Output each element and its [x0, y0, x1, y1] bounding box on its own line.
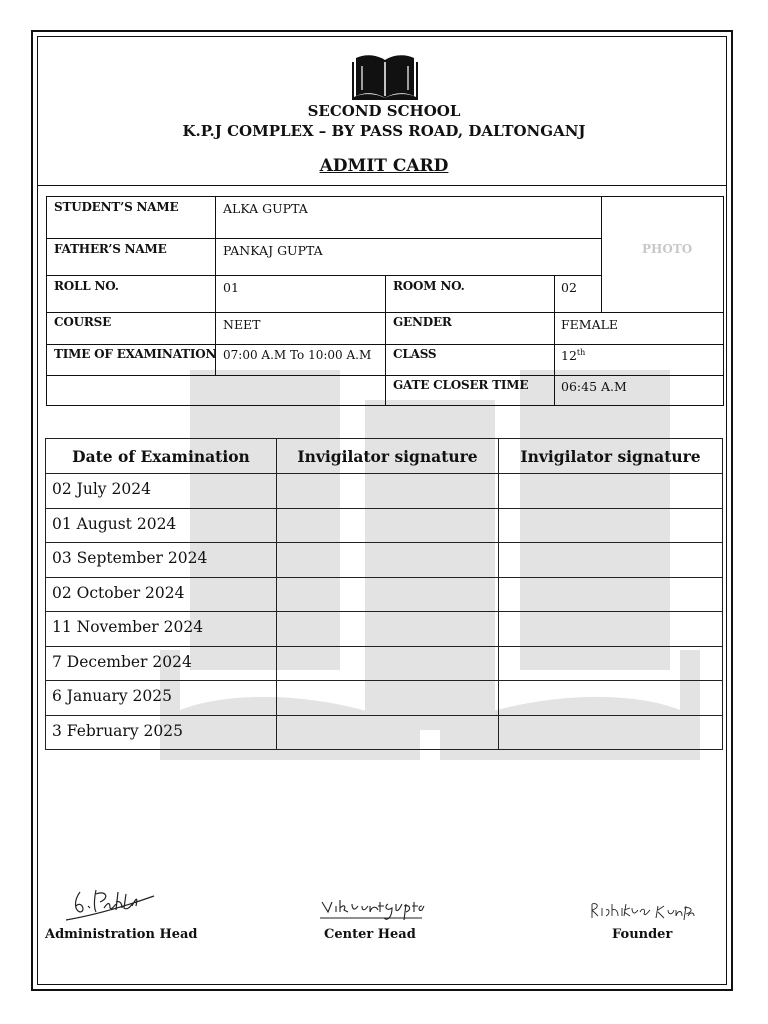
invigilator-signature-cell-1[interactable]: [277, 577, 499, 612]
exam-date-cell: 02 July 2024: [46, 474, 277, 509]
center-head-title: Center Head: [324, 927, 416, 942]
invigilator-signature-cell-1[interactable]: [277, 474, 499, 509]
father-name-label: FATHER’S NAME: [54, 242, 167, 256]
exam-date-cell: 01 August 2024: [46, 508, 277, 543]
table-row: [46, 612, 723, 647]
invigilator-signature-cell-2[interactable]: [499, 681, 723, 716]
exam-date-cell: 6 January 2025: [46, 681, 277, 716]
gender-value: FEMALE: [561, 317, 619, 332]
header-divider: [37, 185, 727, 186]
invigilator-signature-cell-2[interactable]: [499, 577, 723, 612]
exam-schedule-table: [45, 438, 723, 750]
table-header-row: [46, 439, 723, 474]
blank-cell: [46, 375, 386, 406]
invigilator-signature-cell-1[interactable]: [277, 646, 499, 681]
table-row: [46, 715, 723, 750]
roll-value-cell: [215, 275, 386, 313]
invigilator-signature-cell-1[interactable]: [277, 543, 499, 578]
founder-signature: [588, 898, 698, 926]
invigilator-signature-cell-1[interactable]: [277, 508, 499, 543]
class-label: CLASS: [393, 347, 437, 361]
exam-date-cell: 7 December 2024: [46, 646, 277, 681]
gate-value: 06:45 A.M: [561, 379, 627, 394]
open-book-icon: [352, 52, 418, 100]
admin-head-title: Administration Head: [45, 927, 198, 942]
admin-signature: [60, 886, 160, 926]
table-row: [46, 508, 723, 543]
exam-date-cell: 03 September 2024: [46, 543, 277, 578]
invigilator-signature-cell-2[interactable]: [499, 543, 723, 578]
invigilator-signature-cell-2[interactable]: [499, 646, 723, 681]
course-value: NEET: [223, 317, 261, 332]
header-invigilator-2: Invigilator signature: [499, 439, 723, 474]
school-address: K.P.J COMPLEX – BY PASS ROAD, DALTONGANJ: [182, 122, 586, 140]
school-name: SECOND SCHOOL: [307, 102, 461, 120]
room-value: 02: [561, 280, 577, 295]
invigilator-signature-cell-2[interactable]: [499, 474, 723, 509]
class-value: [561, 348, 585, 363]
table-row: [46, 646, 723, 681]
class-number: 12: [561, 348, 577, 364]
invigilator-signature-cell-2[interactable]: [499, 612, 723, 647]
roll-label: ROLL NO.: [54, 279, 119, 293]
invigilator-signature-cell-2[interactable]: [499, 715, 723, 750]
photo-placeholder: PHOTO: [642, 242, 693, 256]
table-row: [46, 681, 723, 716]
table-row: [46, 474, 723, 509]
header-invigilator-1: Invigilator signature: [277, 439, 499, 474]
class-suffix: th: [576, 348, 586, 357]
table-row: [46, 577, 723, 612]
student-name-label: STUDENT’S NAME: [54, 200, 179, 214]
header-date: Date of Examination: [46, 439, 277, 474]
time-value: 07:00 A.M To 10:00 A.M: [223, 348, 372, 362]
course-label: COURSE: [54, 315, 112, 329]
exam-date-cell: 11 November 2024: [46, 612, 277, 647]
center-signature: [318, 896, 428, 926]
page-title: ADMIT CARD: [319, 156, 449, 176]
roll-value: 01: [223, 280, 239, 295]
time-label: TIME OF EXAMINATION: [54, 347, 217, 361]
invigilator-signature-cell-1[interactable]: [277, 681, 499, 716]
gender-label: GENDER: [393, 315, 452, 329]
father-name-value: PANKAJ GUPTA: [223, 243, 323, 258]
invigilator-signature-cell-2[interactable]: [499, 508, 723, 543]
invigilator-signature-cell-1[interactable]: [277, 612, 499, 647]
room-label: ROOM NO.: [393, 279, 465, 293]
student-name-value: ALKA GUPTA: [223, 201, 308, 216]
invigilator-signature-cell-1[interactable]: [277, 715, 499, 750]
gate-label: GATE CLOSER TIME: [393, 378, 529, 392]
exam-date-cell: 02 October 2024: [46, 577, 277, 612]
founder-title: Founder: [612, 927, 673, 942]
table-row: [46, 543, 723, 578]
exam-date-cell: 3 February 2025: [46, 715, 277, 750]
